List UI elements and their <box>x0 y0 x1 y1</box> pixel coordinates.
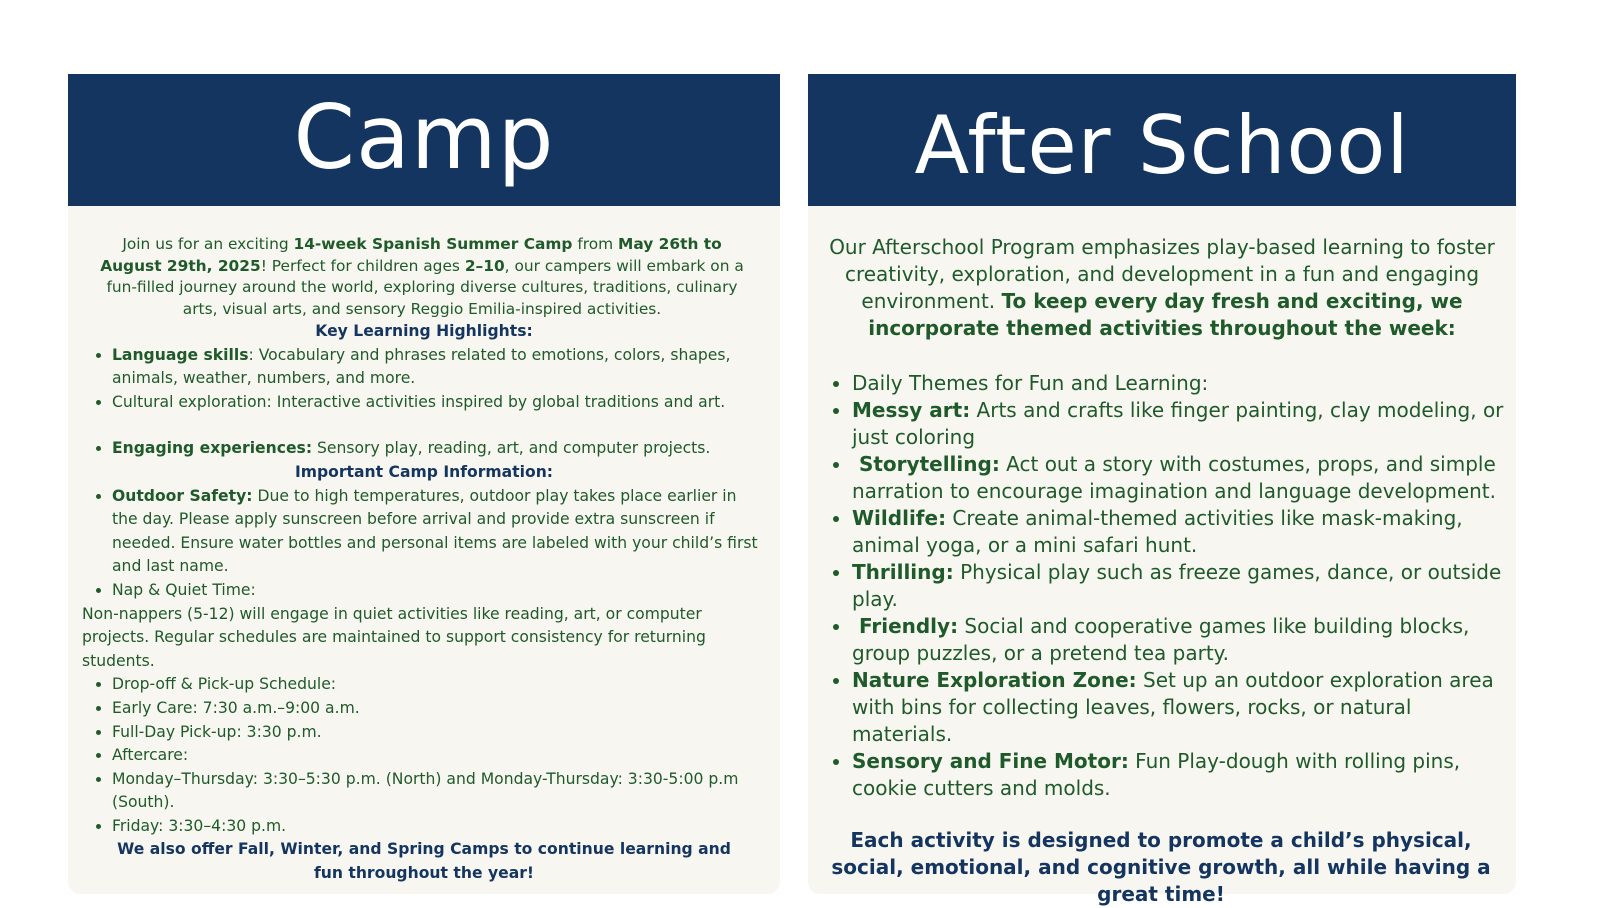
camp-title: Camp <box>293 85 555 189</box>
list-item <box>852 505 1516 559</box>
camp-intro <box>92 234 752 320</box>
key-learning-heading: Key Learning Highlights: <box>315 322 533 340</box>
after-school-closing: Each activity is designed to promote a child’s physical, social, emotional, and cognitive growth, all while having a great time! <box>831 828 1491 906</box>
item-bold: Storytelling: <box>852 452 1000 476</box>
item-text: Social and cooperative games like building blocks, group puzzles, or a pretend tea party. <box>852 614 1470 665</box>
after-school-intro <box>826 234 1498 342</box>
camp-intro-text: from <box>572 235 619 253</box>
item-bold: Friendly: <box>852 614 959 638</box>
item-bold: Nature Exploration Zone: <box>852 668 1137 692</box>
highlights-list <box>82 344 766 415</box>
info-list <box>82 485 766 603</box>
item-text: Act out a story with costumes, props, and simple narration to encourage imagination and language development. <box>852 452 1497 503</box>
item-text: Cultural exploration: Interactive activities inspired by global traditions and art. <box>112 392 726 411</box>
item-text: : Vocabulary and phrases related to emotions, colors, shapes, animals, weather, numbers, and more. <box>112 345 731 388</box>
after-school-banner <box>808 74 1516 206</box>
spacer <box>82 414 766 437</box>
list-item <box>852 559 1516 613</box>
schedule-list <box>82 673 766 838</box>
list-item <box>852 451 1516 505</box>
list-item <box>112 391 766 415</box>
list-item <box>852 370 1516 397</box>
list-item: • Friday: 3:30–4:30 p.m. <box>112 815 766 839</box>
item-text: Daily Themes for Fun and Learning: <box>852 371 1209 395</box>
item-bold: Messy art: <box>852 398 971 422</box>
list-item <box>112 485 766 579</box>
nap-description: Non-nappers (5-12) will engage in quiet activities like reading, art, or computer projects. Regular schedules are maintained to support consistency for returning students. <box>82 604 706 670</box>
camp-intro-text: ! Perfect for children ages <box>260 256 465 275</box>
list-item <box>852 667 1516 748</box>
list-item: • Full-Day Pick-up: 3:30 p.m. <box>112 721 766 745</box>
list-item <box>852 613 1516 667</box>
list-item: • Early Care: 7:30 a.m.–9:00 a.m. <box>112 697 766 721</box>
item-text: Set up an outdoor exploration area with bins for collecting leaves, flowers, rocks, or natural materials. <box>852 668 1494 746</box>
camp-intro-bold: May 26th to August 29th, 2025 <box>100 235 722 275</box>
after-school-body <box>808 206 1516 908</box>
list-item <box>852 748 1516 802</box>
item-text: Create animal-themed activities like mask-making, animal yoga, or a mini safari hunt. <box>852 506 1463 557</box>
camp-intro-text: , our campers will embark on a fun-filled journey around the world, exploring diverse cultures, traditions, culinary arts, visual arts, and sensory Reggio Emilia-inspired activities. <box>106 256 744 318</box>
list-item <box>852 397 1516 451</box>
list-item: • Monday–Thursday: 3:30–5:30 p.m. (North) and Monday-Thursday: 3:30-5:00 p.m (South). <box>112 768 766 815</box>
item-text: Fun Play-dough with rolling pins, cookie cutters and molds. <box>852 749 1461 800</box>
item-bold: Engaging experiences: <box>112 439 313 458</box>
item-bold: Language skills <box>112 345 249 364</box>
after-school-card <box>808 74 1516 906</box>
list-item <box>112 344 766 391</box>
item-text: Physical play such as freeze games, dance, or outside play. <box>852 560 1502 611</box>
highlights-list <box>82 437 766 461</box>
list-item: • Drop-off & Pick-up Schedule: <box>112 673 766 697</box>
item-text: Due to high temperatures, outdoor play takes place earlier in the day. Please apply sunscreen before arrival and provide extra sunscreen if needed. Ensure water bottles and personal items are labeled with your child’s first and last name. <box>112 486 758 576</box>
item-bold: Wildlife: <box>852 506 947 530</box>
item-bold: Thrilling: <box>852 560 954 584</box>
item-text: Arts and crafts like finger painting, clay modeling, or just coloring <box>852 398 1504 449</box>
intro-bold: To keep every day fresh and exciting, we incorporate themed activities throughout the week: <box>868 289 1463 340</box>
list-item: • Nap & Quiet Time: <box>112 579 766 603</box>
camp-closing: We also offer Fall, Winter, and Spring Camps to continue learning and fun throughout the year! <box>117 840 731 883</box>
item-bold: Sensory and Fine Motor: <box>852 749 1129 773</box>
intro-text: Our Afterschool Program emphasizes play-based learning to foster creativity, exploration, and development in a fun and engaging environment. <box>829 235 1495 313</box>
camp-intro-bold: 14-week Spanish Summer Camp <box>293 235 573 253</box>
camp-intro-bold: 2–10 <box>464 256 505 275</box>
item-text: Sensory play, reading, art, and computer projects. <box>312 439 711 458</box>
list-item: • Aftercare: <box>112 744 766 768</box>
camp-banner <box>68 74 780 206</box>
camp-body <box>68 206 780 886</box>
camp-info-heading: Important Camp Information: <box>294 462 554 481</box>
item-bold: Outdoor Safety: <box>112 486 253 505</box>
after-school-title: After School <box>914 98 1410 192</box>
camp-intro-text: Join us for an exciting <box>122 235 294 253</box>
camp-card <box>68 74 780 894</box>
themes-list <box>826 370 1516 802</box>
list-item <box>112 437 766 461</box>
